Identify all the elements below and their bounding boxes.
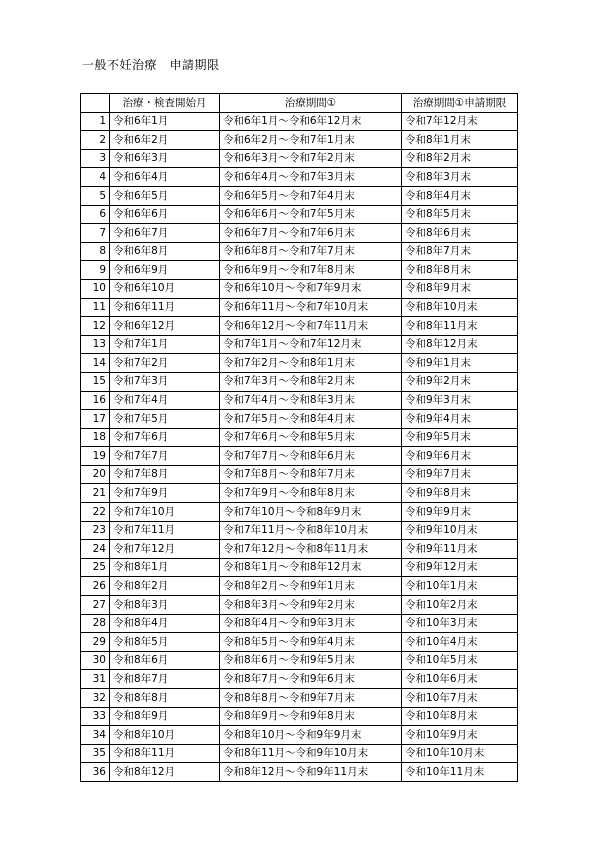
application-deadline-cell: 令和8年5月末 (402, 205, 518, 224)
table-row (81, 651, 518, 670)
application-deadline-cell: 令和9年10月末 (402, 521, 518, 540)
table-row (81, 596, 518, 615)
treatment-period-cell: 令和8年1月～令和8年12月末 (220, 558, 402, 577)
table-row (81, 670, 518, 689)
start-month-cell: 令和8年5月 (110, 633, 220, 652)
treatment-period-cell: 令和7年8月～令和8年7月末 (220, 465, 402, 484)
start-month-cell: 令和6年4月 (110, 168, 220, 187)
row-number: 1 (81, 112, 110, 131)
table-row (81, 112, 518, 131)
row-number: 19 (81, 447, 110, 466)
row-number: 10 (81, 279, 110, 298)
treatment-period-cell: 令和7年5月～令和8年4月末 (220, 410, 402, 429)
table-row (81, 521, 518, 540)
row-number: 36 (81, 763, 110, 782)
row-number: 4 (81, 168, 110, 187)
row-number: 15 (81, 372, 110, 391)
table-row (81, 744, 518, 763)
start-month-cell: 令和7年11月 (110, 521, 220, 540)
table-row (81, 205, 518, 224)
table-row (81, 707, 518, 726)
start-month-cell: 令和8年11月 (110, 744, 220, 763)
start-month-cell: 令和8年3月 (110, 596, 220, 615)
table-row (81, 633, 518, 652)
start-month-cell: 令和8年1月 (110, 558, 220, 577)
application-deadline-cell: 令和10年1月末 (402, 577, 518, 596)
treatment-period-cell: 令和7年3月～令和8年2月末 (220, 372, 402, 391)
page-title: 一般不妊治療 申請期限 (82, 58, 220, 72)
table-row (81, 317, 518, 336)
application-deadline-cell: 令和8年3月末 (402, 168, 518, 187)
treatment-period-cell: 令和6年8月～令和7年7月末 (220, 242, 402, 261)
row-number: 28 (81, 614, 110, 633)
application-deadline-cell: 令和8年9月末 (402, 279, 518, 298)
application-deadline-cell: 令和10年11月末 (402, 763, 518, 782)
treatment-period-cell: 令和8年4月～令和9年3月末 (220, 614, 402, 633)
application-deadline-cell: 令和10年8月末 (402, 707, 518, 726)
row-number: 7 (81, 224, 110, 243)
table-row (81, 428, 518, 447)
table-row (81, 465, 518, 484)
table-row (81, 261, 518, 280)
application-deadline-cell: 令和9年7月末 (402, 465, 518, 484)
table-row (81, 149, 518, 168)
table-row (81, 391, 518, 410)
table-row (81, 372, 518, 391)
row-number: 27 (81, 596, 110, 615)
application-deadline-cell: 令和9年1月末 (402, 354, 518, 373)
header-treatment-period: 治療期間① (220, 94, 402, 113)
application-deadline-cell: 令和8年10月末 (402, 298, 518, 317)
table-row (81, 484, 518, 503)
application-deadline-cell: 令和9年11月末 (402, 540, 518, 559)
table-row (81, 447, 518, 466)
table-row (81, 224, 518, 243)
start-month-cell: 令和8年4月 (110, 614, 220, 633)
table-row (81, 131, 518, 150)
start-month-cell: 令和6年8月 (110, 242, 220, 261)
table-row (81, 726, 518, 745)
start-month-cell: 令和6年2月 (110, 131, 220, 150)
start-month-cell: 令和6年11月 (110, 298, 220, 317)
row-number: 18 (81, 428, 110, 447)
row-number: 29 (81, 633, 110, 652)
row-number: 17 (81, 410, 110, 429)
application-deadline-cell: 令和8年12月末 (402, 335, 518, 354)
treatment-period-cell: 令和7年6月～令和8年5月末 (220, 428, 402, 447)
start-month-cell: 令和8年6月 (110, 651, 220, 670)
start-month-cell: 令和7年2月 (110, 354, 220, 373)
row-number: 8 (81, 242, 110, 261)
table-row (81, 186, 518, 205)
start-month-cell: 令和8年9月 (110, 707, 220, 726)
row-number: 9 (81, 261, 110, 280)
treatment-period-cell: 令和7年4月～令和8年3月末 (220, 391, 402, 410)
treatment-period-cell: 令和6年1月～令和6年12月末 (220, 112, 402, 131)
table-row (81, 577, 518, 596)
application-deadline-cell: 令和9年5月末 (402, 428, 518, 447)
treatment-period-cell: 令和6年11月～令和7年10月末 (220, 298, 402, 317)
application-deadline-cell: 令和9年9月末 (402, 503, 518, 522)
treatment-period-cell: 令和6年10月～令和7年9月末 (220, 279, 402, 298)
treatment-period-cell: 令和6年7月～令和7年6月末 (220, 224, 402, 243)
table-row (81, 689, 518, 708)
row-number: 31 (81, 670, 110, 689)
table-row (81, 354, 518, 373)
header-number (81, 94, 110, 113)
treatment-period-cell: 令和7年2月～令和8年1月末 (220, 354, 402, 373)
treatment-period-cell: 令和8年3月～令和9年2月末 (220, 596, 402, 615)
table-row (81, 279, 518, 298)
table-row (81, 558, 518, 577)
application-deadline-cell: 令和10年7月末 (402, 689, 518, 708)
application-deadline-cell: 令和9年2月末 (402, 372, 518, 391)
table-header-row (81, 94, 518, 113)
table-row (81, 242, 518, 261)
start-month-cell: 令和7年6月 (110, 428, 220, 447)
application-deadline-cell: 令和10年5月末 (402, 651, 518, 670)
start-month-cell: 令和6年3月 (110, 149, 220, 168)
treatment-period-cell: 令和8年6月～令和9年5月末 (220, 651, 402, 670)
table-row (81, 763, 518, 782)
application-deadline-cell: 令和7年12月末 (402, 112, 518, 131)
application-deadline-cell: 令和10年4月末 (402, 633, 518, 652)
start-month-cell: 令和7年1月 (110, 335, 220, 354)
treatment-period-cell: 令和6年2月～令和7年1月末 (220, 131, 402, 150)
treatment-period-cell: 令和8年10月～令和9年9月末 (220, 726, 402, 745)
start-month-cell: 令和6年1月 (110, 112, 220, 131)
row-number: 16 (81, 391, 110, 410)
row-number: 6 (81, 205, 110, 224)
row-number: 30 (81, 651, 110, 670)
application-deadline-cell: 令和10年10月末 (402, 744, 518, 763)
row-number: 14 (81, 354, 110, 373)
start-month-cell: 令和7年7月 (110, 447, 220, 466)
row-number: 12 (81, 317, 110, 336)
application-deadline-cell: 令和9年12月末 (402, 558, 518, 577)
treatment-period-cell: 令和6年5月～令和7年4月末 (220, 186, 402, 205)
application-deadline-cell: 令和8年1月末 (402, 131, 518, 150)
application-deadline-cell: 令和8年7月末 (402, 242, 518, 261)
row-number: 33 (81, 707, 110, 726)
treatment-period-cell: 令和8年11月～令和9年10月末 (220, 744, 402, 763)
start-month-cell: 令和8年10月 (110, 726, 220, 745)
start-month-cell: 令和8年8月 (110, 689, 220, 708)
table-row (81, 298, 518, 317)
application-deadline-table (80, 93, 518, 782)
start-month-cell: 令和8年7月 (110, 670, 220, 689)
row-number: 22 (81, 503, 110, 522)
row-number: 11 (81, 298, 110, 317)
start-month-cell: 令和7年3月 (110, 372, 220, 391)
table-row (81, 540, 518, 559)
start-month-cell: 令和7年8月 (110, 465, 220, 484)
treatment-period-cell: 令和8年8月～令和9年7月末 (220, 689, 402, 708)
application-deadline-cell: 令和9年4月末 (402, 410, 518, 429)
application-deadline-cell: 令和8年8月末 (402, 261, 518, 280)
treatment-period-cell: 令和8年7月～令和9年6月末 (220, 670, 402, 689)
application-deadline-cell: 令和8年11月末 (402, 317, 518, 336)
row-number: 5 (81, 186, 110, 205)
application-deadline-cell: 令和9年6月末 (402, 447, 518, 466)
application-deadline-cell: 令和10年6月末 (402, 670, 518, 689)
row-number: 32 (81, 689, 110, 708)
header-start-month: 治療・検査開始月 (110, 94, 220, 113)
application-deadline-cell: 令和9年8月末 (402, 484, 518, 503)
treatment-period-cell: 令和7年11月～令和8年10月末 (220, 521, 402, 540)
application-deadline-cell: 令和9年3月末 (402, 391, 518, 410)
application-deadline-cell: 令和10年9月末 (402, 726, 518, 745)
treatment-period-cell: 令和7年1月～令和7年12月末 (220, 335, 402, 354)
treatment-period-cell: 令和6年9月～令和7年8月末 (220, 261, 402, 280)
start-month-cell: 令和7年4月 (110, 391, 220, 410)
row-number: 21 (81, 484, 110, 503)
treatment-period-cell: 令和6年12月～令和7年11月末 (220, 317, 402, 336)
table-row (81, 614, 518, 633)
start-month-cell: 令和7年5月 (110, 410, 220, 429)
row-number: 23 (81, 521, 110, 540)
table-row (81, 335, 518, 354)
row-number: 20 (81, 465, 110, 484)
application-deadline-cell: 令和10年2月末 (402, 596, 518, 615)
row-number: 25 (81, 558, 110, 577)
row-number: 34 (81, 726, 110, 745)
row-number: 35 (81, 744, 110, 763)
table-row (81, 168, 518, 187)
start-month-cell: 令和7年9月 (110, 484, 220, 503)
treatment-period-cell: 令和8年5月～令和9年4月末 (220, 633, 402, 652)
application-deadline-cell: 令和8年4月末 (402, 186, 518, 205)
table-row (81, 410, 518, 429)
row-number: 2 (81, 131, 110, 150)
row-number: 24 (81, 540, 110, 559)
application-deadline-cell: 令和10年3月末 (402, 614, 518, 633)
start-month-cell: 令和6年12月 (110, 317, 220, 336)
application-deadline-cell: 令和8年6月末 (402, 224, 518, 243)
start-month-cell: 令和6年5月 (110, 186, 220, 205)
start-month-cell: 令和8年2月 (110, 577, 220, 596)
row-number: 13 (81, 335, 110, 354)
treatment-period-cell: 令和7年7月～令和8年6月末 (220, 447, 402, 466)
row-number: 26 (81, 577, 110, 596)
treatment-period-cell: 令和6年4月～令和7年3月末 (220, 168, 402, 187)
treatment-period-cell: 令和8年2月～令和9年1月末 (220, 577, 402, 596)
treatment-period-cell: 令和7年12月～令和8年11月末 (220, 540, 402, 559)
treatment-period-cell: 令和8年9月～令和9年8月末 (220, 707, 402, 726)
row-number: 3 (81, 149, 110, 168)
start-month-cell: 令和6年9月 (110, 261, 220, 280)
treatment-period-cell: 令和7年10月～令和8年9月末 (220, 503, 402, 522)
treatment-period-cell: 令和6年6月～令和7年5月末 (220, 205, 402, 224)
treatment-period-cell: 令和6年3月～令和7年2月末 (220, 149, 402, 168)
start-month-cell: 令和7年12月 (110, 540, 220, 559)
treatment-period-cell: 令和7年9月～令和8年8月末 (220, 484, 402, 503)
table-body (81, 112, 518, 781)
header-application-deadline: 治療期間①申請期限 (402, 94, 518, 113)
start-month-cell: 令和6年7月 (110, 224, 220, 243)
start-month-cell: 令和6年6月 (110, 205, 220, 224)
table-row (81, 503, 518, 522)
application-deadline-cell: 令和8年2月末 (402, 149, 518, 168)
treatment-period-cell: 令和8年12月～令和9年11月末 (220, 763, 402, 782)
start-month-cell: 令和6年10月 (110, 279, 220, 298)
start-month-cell: 令和8年12月 (110, 763, 220, 782)
start-month-cell: 令和7年10月 (110, 503, 220, 522)
